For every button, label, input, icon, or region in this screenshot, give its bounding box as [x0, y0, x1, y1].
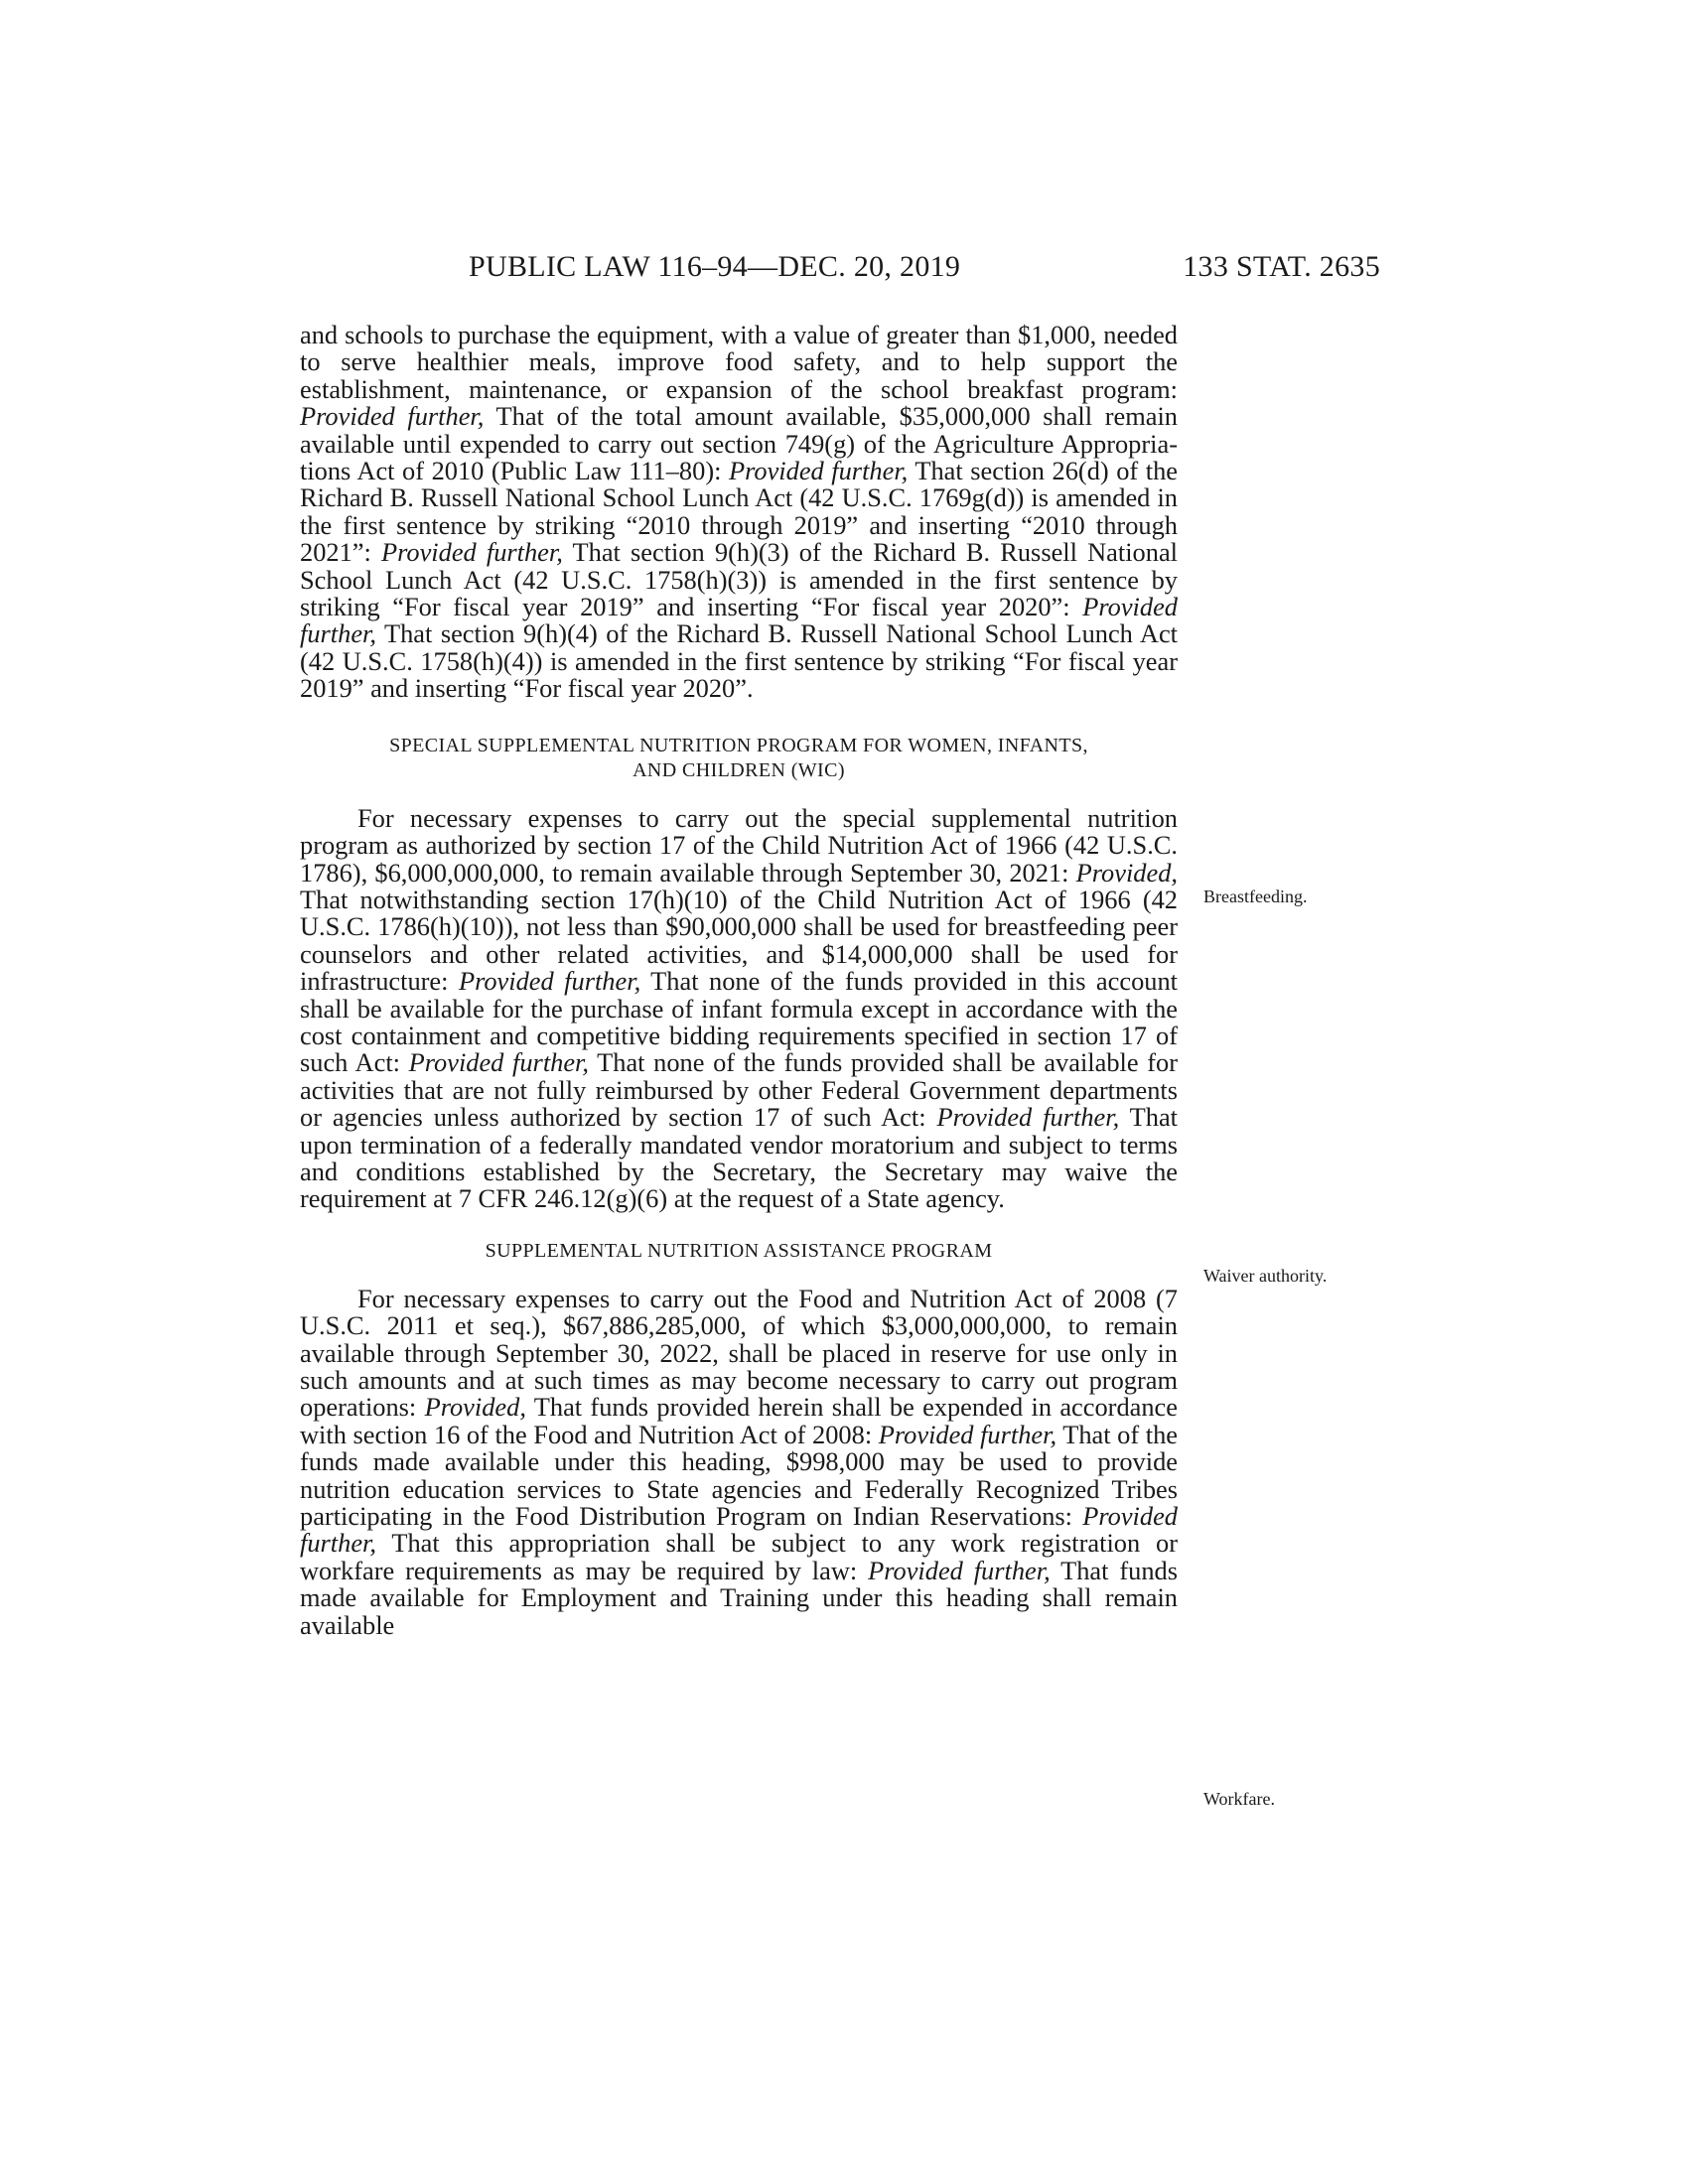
heading-line: SPECIAL SUPPLEMENTAL NUTRITION PROGRAM FOR WOMEN, INFANTS,	[389, 734, 1088, 756]
text-run: That funds provided herein shall be expended in accordance with section 16 of the Food and Nutrition Act of 2008:	[300, 1392, 1178, 1449]
italic-proviso: Provided further,	[300, 401, 485, 432]
paragraph-school-equipment	[300, 322, 1178, 703]
running-head: PUBLIC LAW 116–94—DEC. 20, 2019	[469, 250, 961, 283]
heading-line: AND CHILDREN (WIC)	[633, 758, 845, 781]
italic-proviso: Provided further,	[408, 1047, 589, 1078]
text-run: That of the total amount available, $35,000,000 shall remain available until expended to carry out section 749(g) of the Agriculture Appropriations Act of 2010 (Public Law 111–80):	[300, 401, 1178, 486]
paragraph-snap	[300, 1283, 1178, 1640]
text-run: That none of the funds provided in this account shall be available for the purchase of infant formula except in accordance with the cost containment and competitive bidding requirements specified in section 17 of such Act:	[300, 966, 1178, 1078]
section-heading-snap	[300, 1239, 1178, 1264]
text-run: That upon termination of a federally mandated vendor moratorium and subject to terms and conditions established by the Secretary, the Secretary may waive the requirement at 7 CFR 246.12(g)(6) at the request of a State agency.	[300, 1102, 1178, 1214]
page-number: 133 STAT. 2635	[1183, 250, 1380, 283]
italic-proviso: Provided,	[1075, 857, 1178, 887]
italic-proviso: Provided further,	[868, 1555, 1051, 1585]
heading-line: SUPPLEMENTAL NUTRITION ASSISTANCE PROGRAM	[485, 1239, 993, 1262]
italic-proviso: Provided further,	[936, 1102, 1120, 1133]
margin-note-workfare: Workfare.	[1203, 1789, 1276, 1809]
text-run: For necessary expenses to carry out the Food and Nutrition Act of 2008 (7 U.S.C. 2011 et seq.), $67,886,285,000, of which $3,000,000,000, to remain available through September 30, 2022, shall be placed in reserve for use only in such amounts and at such times as may become necessary to carry out program operations:	[300, 1283, 1178, 1423]
italic-proviso: Provided further,	[300, 1501, 1178, 1559]
section-heading-wic	[300, 734, 1178, 783]
italic-proviso: Provided further,	[300, 592, 1178, 649]
text-run: That funds made available for Employment and Training under this heading shall remain available	[300, 1555, 1178, 1640]
margin-note-waiver-authority: Waiver authority.	[1203, 1266, 1328, 1286]
body-text-column	[300, 322, 1178, 1639]
text-run: That section 26(d) of the Richard B. Russell National School Lunch Act (42 U.S.C. 1769g(d)) is amended in the first sentence by striking “2010 through 2019” and inserting “2010 through 2021”:	[300, 456, 1178, 568]
italic-proviso: Provided further,	[728, 456, 909, 486]
text-run: and schools to purchase the equipment, with a value of greater than $1,000, needed to serve healthier meals, improve food safety, and to help support the establishment, maintenance, or expansion of the school breakfast program:	[300, 320, 1178, 404]
page-header	[298, 250, 1380, 290]
italic-proviso: Provided further,	[380, 537, 563, 568]
text-run: That this appropriation shall be subject to any work registration or workfare requirements as may be required by law:	[300, 1528, 1178, 1585]
text-run: That section 9(h)(4) of the Richard B. Russell National School Lunch Act (42 U.S.C. 1758(h)(4)) is amended in the first sentence by striking “For fiscal year 2019” and inserting “For fiscal year 2020”.	[300, 618, 1178, 704]
margin-note-breastfeeding: Breastfeeding.	[1203, 887, 1308, 906]
text-run: That section 9(h)(3) of the Richard B. Russell National School Lunch Act (42 U.S.C. 1758(h)(3)) is amended in the first sentence by striking “For fiscal year 2019” and inserting “For fiscal year 2020”:	[300, 537, 1178, 622]
text-run: That notwithstanding section 17(h)(10) of the Child Nutrition Act of 1966 (42 U.S.C. 1786(h)(10)), not less than $90,000,000 shall be used for breastfeeding peer counselors and other related activities, and $14,000,000 shall be used for infrastructure:	[300, 884, 1178, 997]
text-run: That none of the funds provided shall be available for activities that are not fully reimbursed by other Federal Government departments or agencies unless authorized by section 17 of such Act:	[300, 1047, 1178, 1133]
italic-proviso: Provided,	[424, 1392, 526, 1423]
italic-proviso: Provided further,	[458, 966, 641, 997]
text-run: For necessary expenses to carry out the special supplemental nutrition program as authorized by section 17 of the Child Nutrition Act of 1966 (42 U.S.C. 1786), $6,000,000,000, to remain available through September 30, 2021:	[300, 802, 1178, 887]
text-run: That of the funds made available under this heading, $998,000 may be used to provide nutrition education services to State agencies and Federally Recognized Tribes participating in the Food Distribution Program on Indian Reservations:	[300, 1419, 1178, 1532]
paragraph-wic	[300, 802, 1178, 1214]
italic-proviso: Provided further,	[878, 1419, 1057, 1449]
